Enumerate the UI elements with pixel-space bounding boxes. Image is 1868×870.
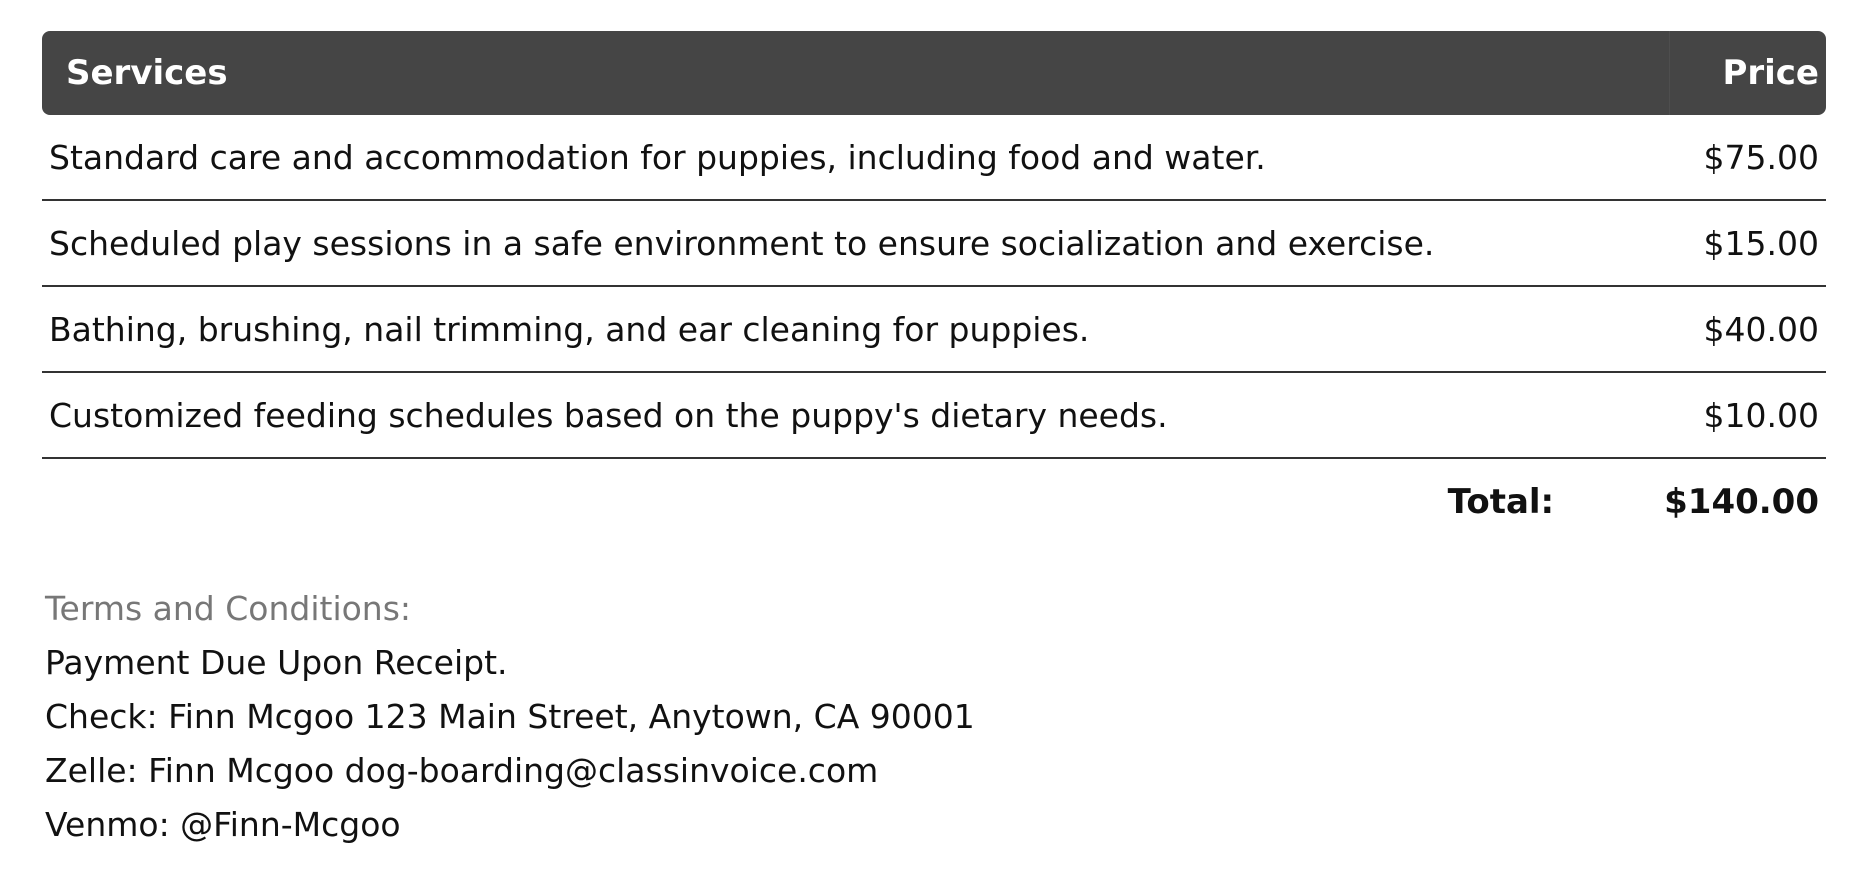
service-price: $15.00 [1703,223,1819,263]
venmo-payment-line: Venmo: @Finn-Mcgoo [45,805,401,844]
terms-section [45,582,975,852]
table-row [42,115,1826,201]
price-column-header: Price [1669,31,1826,115]
payment-due-line: Payment Due Upon Receipt. [45,643,508,682]
services-column-header: Services [66,53,228,93]
service-description: Bathing, brushing, nail trimming, and ear cleaning for puppies. [49,309,1090,349]
service-price: $75.00 [1703,137,1819,177]
service-price: $40.00 [1703,309,1819,349]
check-payment-line: Check: Finn Mcgoo 123 Main Street, Anytown, CA 90001 [45,697,975,736]
terms-heading: Terms and Conditions: [45,589,412,628]
total-row [42,459,1826,545]
total-label: Total: [1447,482,1555,522]
table-header [42,31,1826,115]
service-description: Scheduled play sessions in a safe environment to ensure socialization and exercise. [49,223,1435,263]
table-row [42,373,1826,459]
total-value: $140.00 [1664,482,1819,522]
services-table [42,31,1826,545]
table-row [42,201,1826,287]
service-price: $10.00 [1703,395,1819,435]
zelle-payment-line: Zelle: Finn Mcgoo dog-boarding@classinvoice.com [45,751,879,790]
table-row [42,287,1826,373]
service-description: Standard care and accommodation for puppies, including food and water. [49,137,1266,177]
service-description: Customized feeding schedules based on the puppy's dietary needs. [49,395,1168,435]
